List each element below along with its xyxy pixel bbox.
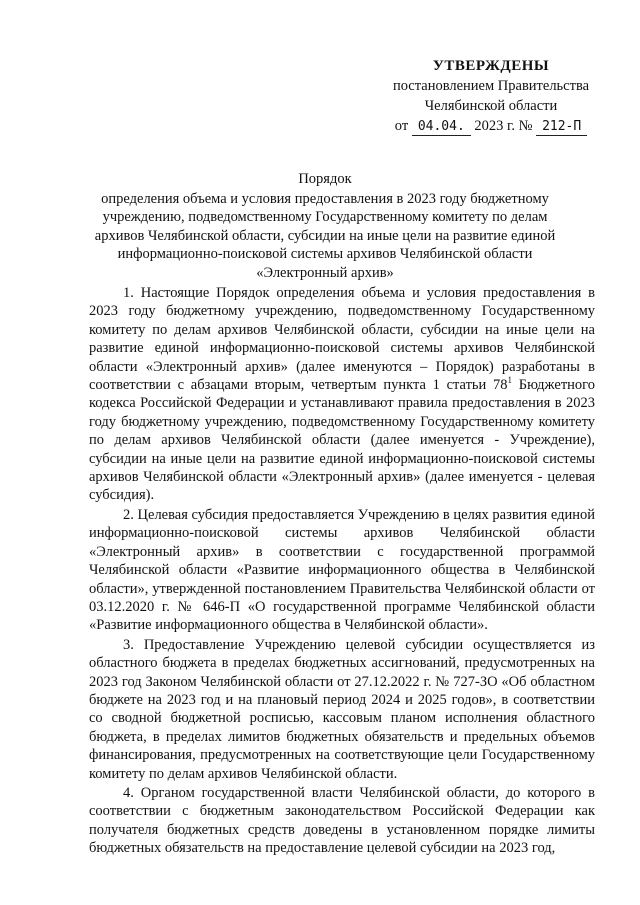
approval-line-2: Челябинской области: [424, 98, 558, 114]
from-label: от: [394, 118, 409, 134]
paragraph-1-text-a: 1. Настоящие Порядок определения объема и условия предоставления в 2023 году бюджетному учреждению, подведомственному Государственному комитету по делам архивов Челябинской области, субсидии на иные цели на развитие единой информационно-поисковой системы архивов Челябинской области «Электронный архив» (далее именуются – Порядок) разработаны в соответствии с абзацами вторым, четвертым пункта 1 статьи 78: [89, 285, 595, 394]
approval-line-1: постановлением Правительства: [392, 78, 590, 94]
title-line-2: учреждению, подведомственному Государственному комитету по делам: [102, 209, 548, 225]
document-title: [90, 170, 560, 282]
number-value: 212-П: [536, 119, 587, 136]
approval-stamp-block: [380, 56, 602, 136]
date-value: 04.04.: [412, 119, 471, 136]
title-line-3: архивов Челябинской области, субсидии на иные цели на развитие единой: [94, 227, 556, 244]
title-line-4: информационно-поисковой системы архивов Челябинской области: [117, 246, 533, 262]
approval-heading: УТВЕРЖДЕНЫ: [432, 58, 550, 74]
title-line-1: определения объема и условия предоставления в 2023 году бюджетному: [101, 190, 549, 207]
paragraph-4: 4. Органом государственной власти Челябинской области, до которого в соответствии с бюджетным законодательством Российской Федерации как получателя бюджетных средств доведены в установленном порядке лимиты бюджетных обязательств на предоставление целевой субсидии на 2023 год,: [89, 784, 595, 857]
title-line-5: «Электронный архив»: [256, 264, 394, 281]
document-body: [89, 284, 595, 859]
article-superscript: 1: [507, 375, 513, 386]
paragraph-2: 2. Целевая субсидия предоставляется Учреждению в целях развития единой информационно-поисковой системы архивов Челябинской области «Электронный архив» в соответствии с государственной программой Челябинской области «Развитие информационного общества в Челябинской области», утвержденной постановлением Правительства Челябинской области от 03.12.2020 г. № 646-П «О государственной программе Челябинской области «Развитие информационного общества в Челябинской области».: [89, 506, 595, 634]
paragraph-1-text-b: Бюджетного кодекса Российской Федерации и устанавливают правила предоставления в 2023 году бюджетному учреждению, подведомственному Государственному комитету по делам архивов Челябинской области (далее именуется - Учреждение), субсидии на иные цели на развитие единой информационно-поисковой системы архивов Челябинской области «Электронный архив» (далее именуется - целевая субсидия).: [89, 377, 595, 504]
paragraph-1: [89, 284, 595, 505]
title-word: Порядок: [298, 171, 352, 187]
year-number-label: 2023 г. №: [474, 118, 533, 134]
approval-date-line: [380, 116, 602, 136]
paragraph-3: 3. Предоставление Учреждению целевой субсидии осуществляется из областного бюджета в пределах бюджетных ассигнований, предусмотренных на 2023 год Законом Челябинской области от 27.12.2022 г. № 727-ЗО «Об областном бюджете на 2023 год и на плановый период 2024 и 2025 годов», в соответствии со сводной бюджетной росписью, кассовым планом исполнения областного бюджета, в пределах лимитов бюджетных обязательств и предельных объемов финансирования, предусмотренных на соответствующие цели Государственному комитету по делам архивов Челябинской области.: [89, 636, 595, 782]
